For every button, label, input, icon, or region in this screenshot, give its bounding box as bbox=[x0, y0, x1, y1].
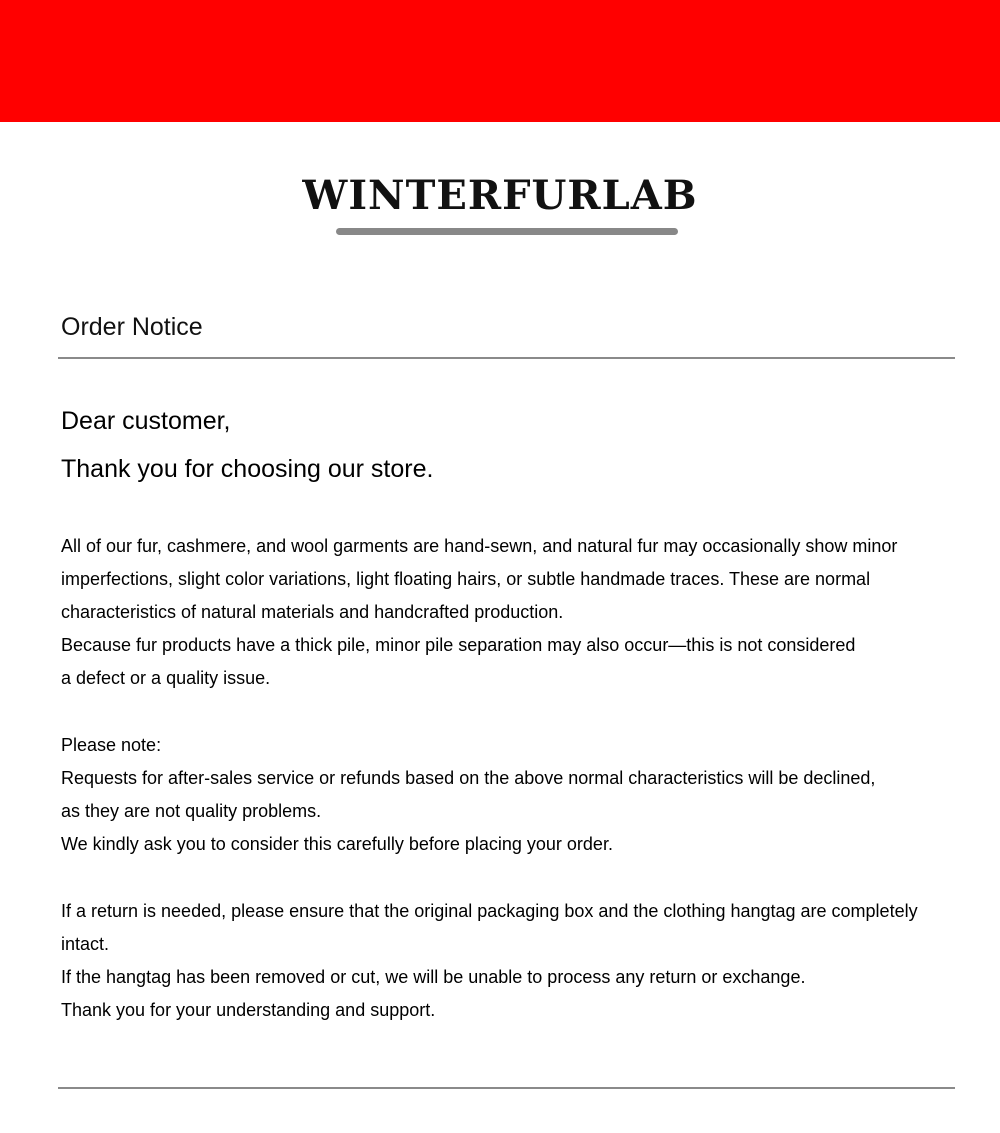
text-line: Requests for after-sales service or refunds based on the above normal characteristics will be declined, bbox=[61, 768, 876, 788]
divider-top bbox=[58, 357, 955, 359]
text-line: as they are not quality problems. bbox=[61, 801, 322, 821]
text-line: If the hangtag has been removed or cut, we will be unable to process any return or exchange. bbox=[61, 967, 806, 987]
notice-paragraph-after-sales bbox=[61, 729, 981, 861]
text-line: Please note: bbox=[61, 735, 162, 755]
text-line: a defect or a quality issue. bbox=[61, 668, 271, 688]
brand-logo: WINTERFURLAB bbox=[302, 172, 698, 219]
logo-underline bbox=[336, 228, 678, 235]
notice-paragraph-materials bbox=[61, 530, 981, 695]
header-color-bar bbox=[0, 0, 1000, 122]
page-title: Order Notice bbox=[61, 313, 203, 341]
text-line: Because fur products have a thick pile, minor pile separation may also occur—this is not considered bbox=[61, 635, 856, 655]
divider-bottom bbox=[58, 1087, 955, 1089]
text-line: imperfections, slight color variations, light floating hairs, or subtle handmade traces. These are normal bbox=[61, 569, 871, 589]
text-line: All of our fur, cashmere, and wool garments are hand-sewn, and natural fur may occasionally show minor bbox=[61, 536, 898, 556]
text-line: characteristics of natural materials and handcrafted production. bbox=[61, 602, 564, 622]
text-line: Thank you for your understanding and support. bbox=[61, 1000, 436, 1020]
thanks-line: Thank you for choosing our store. bbox=[61, 455, 434, 483]
text-line: intact. bbox=[61, 934, 110, 954]
greeting-line: Dear customer, bbox=[61, 407, 231, 435]
text-line: We kindly ask you to consider this carefully before placing your order. bbox=[61, 834, 613, 854]
notice-paragraph-returns bbox=[61, 895, 981, 1027]
text-line: If a return is needed, please ensure that the original packaging box and the clothing hangtag are completely bbox=[61, 901, 918, 921]
